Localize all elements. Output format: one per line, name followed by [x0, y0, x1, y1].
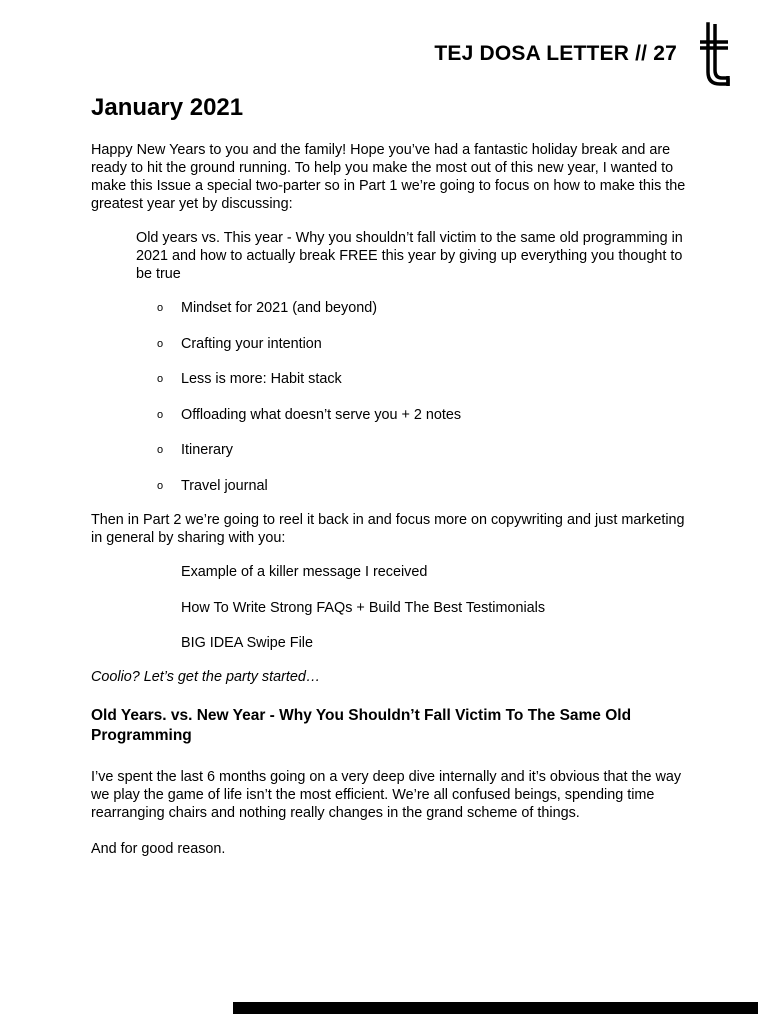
list-item: How To Write Strong FAQs + Build The Best Testimonials: [181, 599, 546, 616]
part1-bullet-list: [91, 299, 691, 495]
bullet-icon: o: [157, 479, 164, 492]
bullet-icon: o: [157, 337, 164, 350]
bullet-icon: o: [157, 373, 164, 386]
letter-body: [91, 141, 691, 876]
part2-item-list: [181, 563, 691, 652]
list-item: o Offloading what doesn’t serve you + 2 notes: [157, 406, 462, 423]
section-paragraph: And for good reason.: [91, 841, 226, 858]
list-item: Example of a killer message I received: [181, 563, 428, 580]
newsletter-title: TEJ DOSA LETTER // 27: [434, 42, 677, 65]
list-item: o Itinerary: [157, 442, 233, 459]
section-heading: Old Years. vs. New Year - Why You Shouldn’t Fall Victim To The Same Old Programming: [91, 707, 632, 745]
part2-intro-paragraph: Then in Part 2 we’re going to reel it back in and focus more on copywriting and just marketing in general by sharing with you:: [91, 511, 685, 546]
list-item: o Less is more: Habit stack: [157, 371, 342, 388]
list-item: BIG IDEA Swipe File: [181, 635, 313, 652]
list-item: o Travel journal: [157, 477, 268, 494]
section-paragraph: I’ve spent the last 6 months going on a very deep dive internally and it’s obvious that the way we play the game of life isn’t the most efficient. We’re all confused beings, spending time rearranging chairs and nothing really changes in the grand scheme of things.: [91, 769, 682, 822]
issue-date-heading: January 2021: [91, 94, 244, 121]
bullet-icon: o: [157, 408, 164, 421]
footer-divider-bar: [233, 1002, 758, 1014]
t-logo-icon: [694, 20, 734, 90]
list-item: o Mindset for 2021 (and beyond): [157, 300, 377, 316]
list-item: o Crafting your intention: [157, 335, 322, 352]
part1-topic: Old years vs. This year - Why you shouldn’t fall victim to the same old programming in 2021 and how to actually break FREE this year by giving up everything you thought to be true: [136, 230, 683, 282]
closing-line: Coolio? Let’s get the party started…: [91, 669, 321, 686]
bullet-icon: o: [157, 444, 164, 457]
intro-paragraph: Happy New Years to you and the family! Hope you’ve had a fantastic holiday break and are ready to hit the ground running. To help you make the most out of this new year, I wanted to make this Issue a special two-parter so in Part 1 we’re going to focus on how to make this the greatest year yet by discussing:: [91, 142, 686, 212]
bullet-icon: o: [157, 302, 164, 314]
